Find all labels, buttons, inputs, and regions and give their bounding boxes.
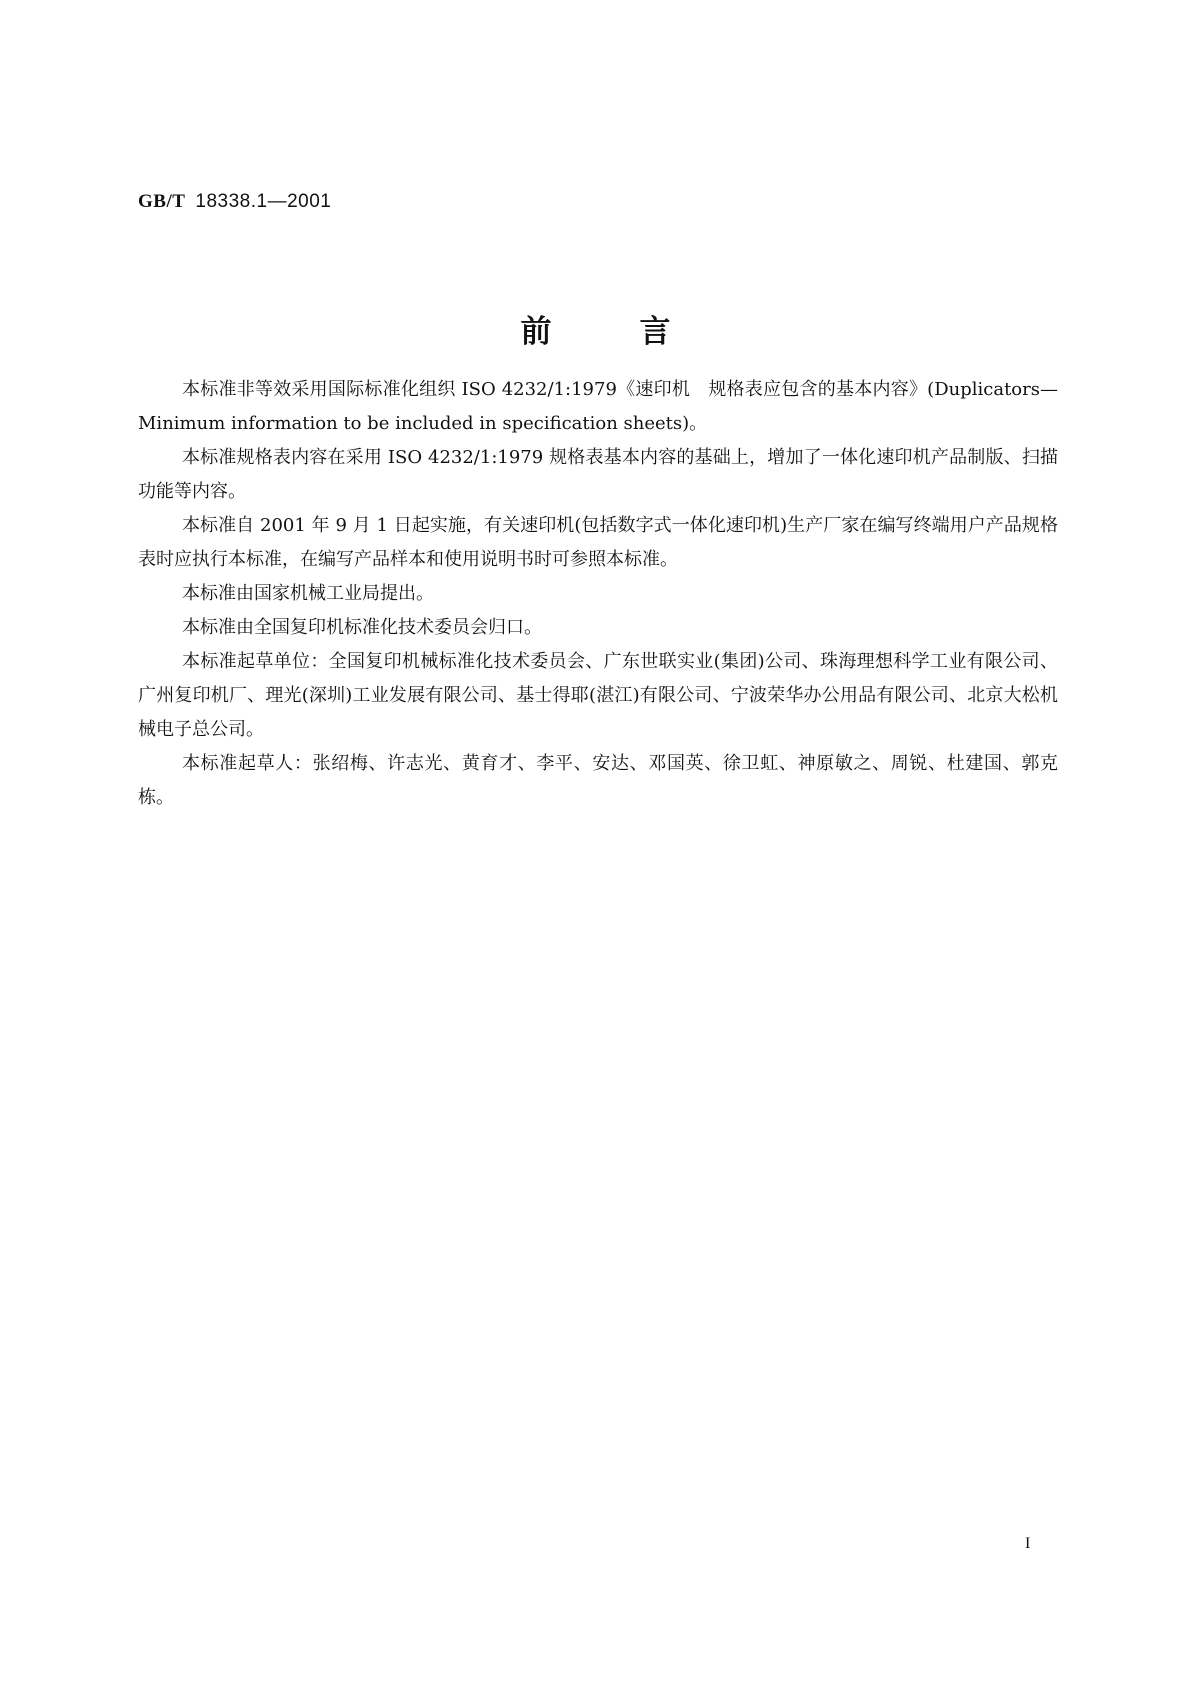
- page-number: I: [1025, 1535, 1031, 1552]
- paragraph-centralized: 本标准由全国复印机标准化技术委员会归口。: [182, 617, 542, 638]
- paragraph-drafting-units: 本标准起草单位：全国复印机械标准化技术委员会、广东世联实业(集团)公司、珠海理想科学工业有限公司、广州复印机厂、理光(深圳)工业发展有限公司、基士得耶(湛江)有限公司、宁波荣华办公用品有限公司、北京大松机械电子总公司。: [138, 651, 1058, 740]
- paragraph-content: 本标准规格表内容在采用 ISO 4232/1:1979 规格表基本内容的基础上，增加了一体化速印机产品制版、扫描功能等内容。: [138, 447, 1058, 502]
- standard-prefix: GB/T: [138, 191, 186, 212]
- paragraph-proposer: 本标准由国家机械工业局提出。: [182, 583, 434, 604]
- paragraph-drafters: 本标准起草人：张绍梅、许志光、黄育才、李平、安达、邓国英、徐卫虹、神原敏之、周锐、杜建国、郭克栋。: [138, 753, 1058, 808]
- paragraph-adoption: 本标准非等效采用国际标准化组织 ISO 4232/1:1979《速印机 规格表应包含的基本内容》(Duplicators—Minimum information to be included in specification sheets)。: [138, 379, 1058, 434]
- page-title: 前言: [520, 314, 759, 350]
- standard-number: 18338.1—2001: [195, 191, 332, 212]
- standard-code-header: [138, 190, 331, 213]
- paragraph-effective-date: 本标准自 2001 年 9 月 1 日起实施，有关速印机(包括数字式一体化速印机)生产厂家在编写终端用户产品规格表时应执行本标准，在编写产品样本和使用说明书时可参照本标准。: [138, 515, 1058, 570]
- foreword-body: [138, 373, 1058, 815]
